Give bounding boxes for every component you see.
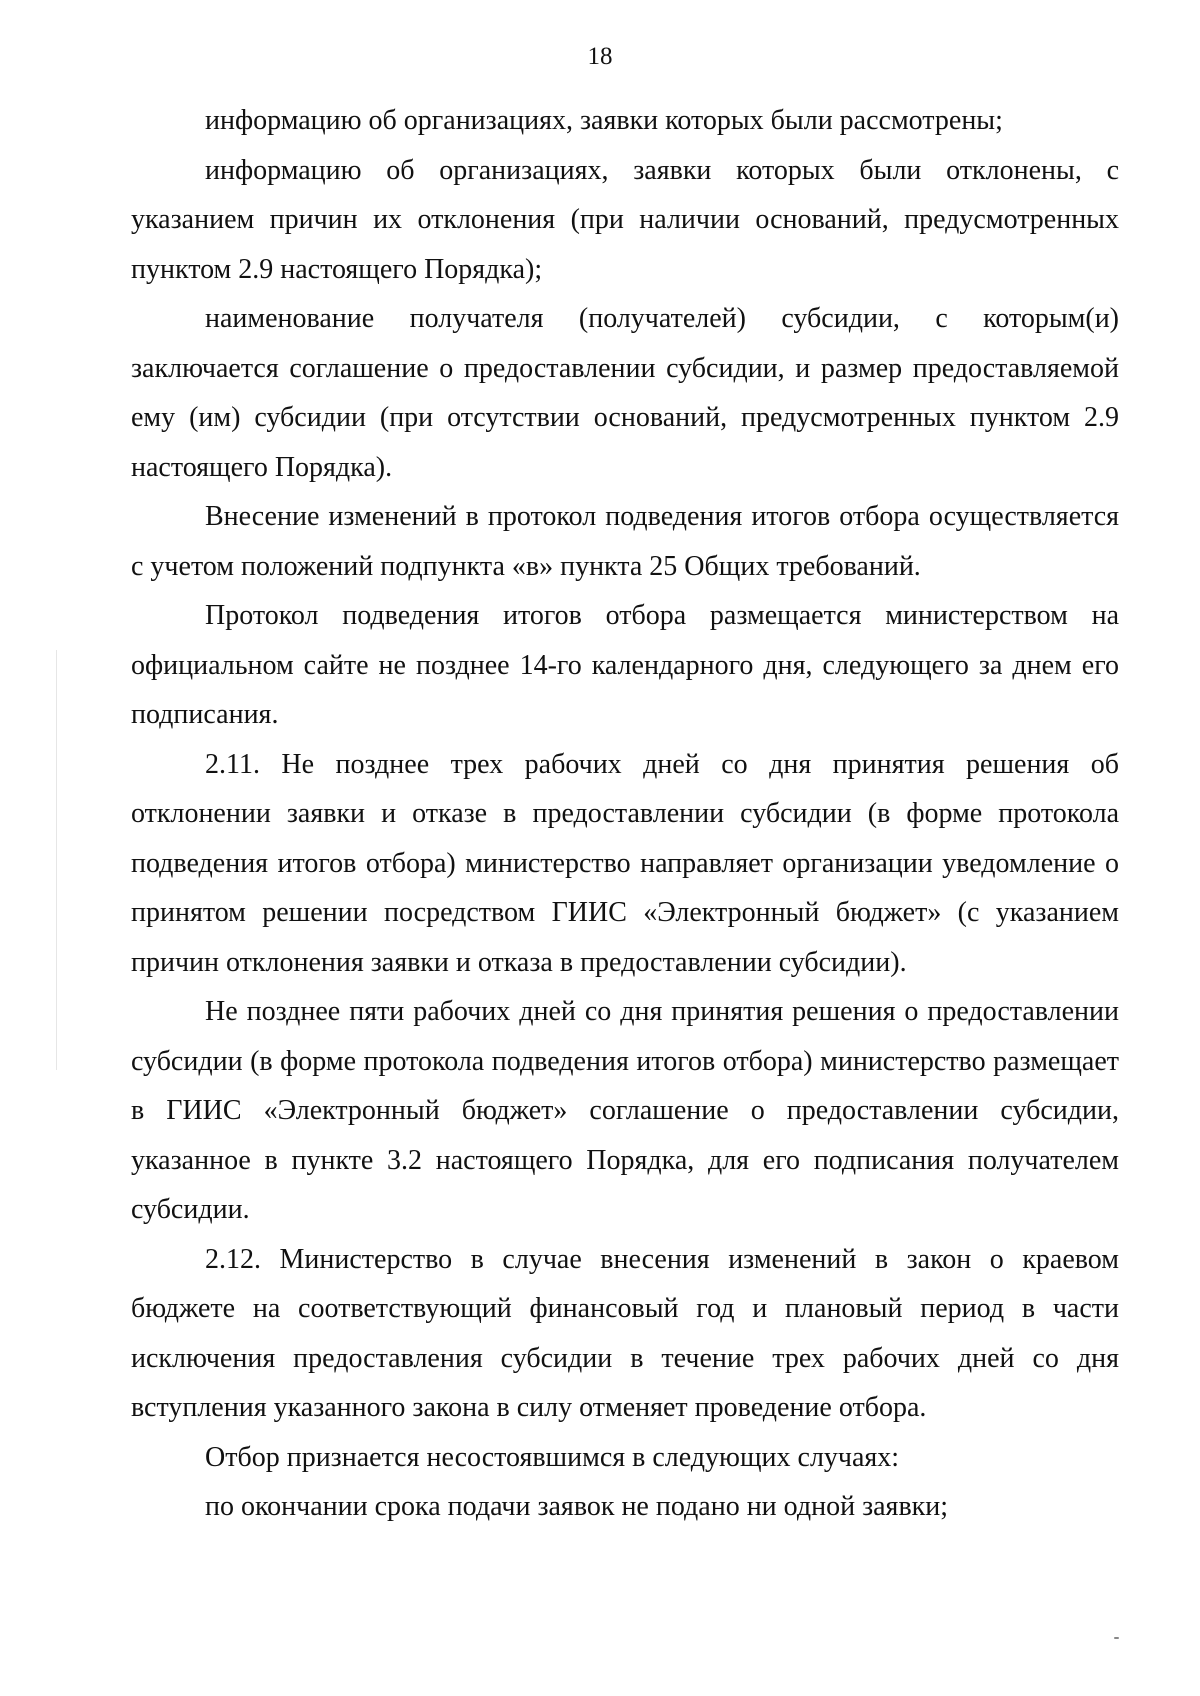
paragraph-selection-failed: Отбор признается несостоявшимся в следующих случаях:	[205, 1441, 900, 1473]
paragraph-2-12: 2.12. Министерство в случае внесения изменений в закон о краевом бюджете на соответствующий финансовый год и плановый период в части исключения предоставления субсидии в течение трех рабочих дней со дня вступления указанного закона в силу отменяет проведение отбора.	[131, 1243, 1119, 1423]
paragraph-no-applications: по окончании срока подачи заявок не подано ни одной заявки;	[205, 1491, 949, 1522]
paragraph-rejected-applications: информацию об организациях, заявки которых были отклонены, с указанием причин их отклонения (при наличии оснований, предусмотренных пунктом 2.9 настоящего Порядка);	[131, 154, 1119, 285]
paragraph-protocol-changes: Внесение изменений в протокол подведения итогов отбора осуществляется с учетом положений подпункта «в» пункта 25 Общих требований.	[131, 501, 1119, 582]
paragraph-agreement-placement: Не позднее пяти рабочих дней со дня принятия решения о предоставлении субсидии (в форме протокола подведения итогов отбора) министерство размещает в ГИИС «Электронный бюджет» соглашение о предоставлении субсидии, указанное в пункте 3.2 настоящего Порядка, для его подписания получателем субсидии.	[131, 996, 1119, 1225]
page-number: 18	[587, 43, 613, 70]
scan-speck	[1114, 1637, 1119, 1639]
scan-edge-mark	[56, 650, 57, 1070]
paragraph-recipient-name: наименование получателя (получателей) субсидии, с которым(и) заключается соглашение о предоставлении субсидии, и размер предоставляемой ему (им) субсидии (при отсутствии оснований, предусмотренных пунктом 2.9 настоящего Порядка).	[131, 303, 1119, 483]
paragraph-reviewed-applications: информацию об организациях, заявки которых были рассмотрены;	[205, 105, 1003, 136]
document-body	[131, 96, 1119, 1532]
paragraph-protocol-publication: Протокол подведения итогов отбора размещается министерством на официальном сайте не позднее 14-го календарного дня, следующего за днем его подписания.	[131, 600, 1119, 730]
paragraph-2-11: 2.11. Не позднее трех рабочих дней со дня принятия решения об отклонении заявки и отказе в предоставлении субсидии (в форме протокола подведения итогов отбора) министерство направляет организации уведомление о принятом решении посредством ГИИС «Электронный бюджет» (с указанием причин отклонения заявки и отказа в предоставлении субсидии).	[131, 748, 1119, 978]
